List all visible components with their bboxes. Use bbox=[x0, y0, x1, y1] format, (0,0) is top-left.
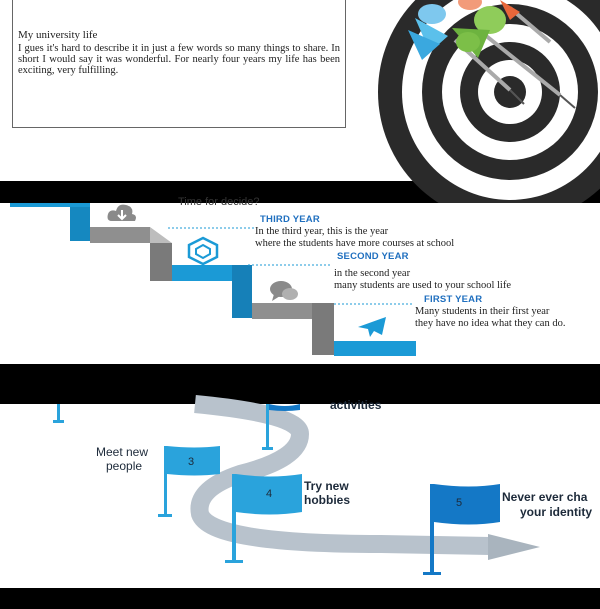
text-box bbox=[12, 0, 346, 128]
step-heading-second: SECOND YEAR bbox=[337, 251, 409, 262]
step-text-second-2: many students are used to your school life bbox=[334, 280, 512, 291]
slide-year-stairs bbox=[0, 196, 600, 364]
step-heading-third: THIRD YEAR bbox=[260, 214, 320, 225]
step-heading-first: FIRST YEAR bbox=[424, 294, 483, 305]
flag-label-4-line2: hobbies bbox=[304, 493, 351, 507]
flag-number-4: 4 bbox=[266, 488, 273, 500]
cloud-download-icon bbox=[106, 203, 138, 227]
step-text-second-1: in the second year bbox=[334, 268, 411, 279]
step-text-first-2: they have no idea what they can do. bbox=[415, 318, 566, 329]
flag-label-4-line1: Try new bbox=[304, 479, 349, 493]
cut-off-title: Time for decide? bbox=[178, 196, 260, 208]
slide-university-life bbox=[0, 0, 600, 181]
step-text-third-2: where the students have more courses at school bbox=[255, 238, 455, 249]
flag-label-3-line2: people bbox=[106, 459, 143, 473]
dartboard-target-icon bbox=[360, 0, 600, 181]
paper-plane-icon bbox=[356, 315, 388, 339]
slide-flag-roadmap bbox=[0, 398, 600, 588]
cube-icon bbox=[186, 236, 220, 266]
chat-bubbles-icon bbox=[268, 279, 300, 305]
slide-title: My university life bbox=[18, 29, 98, 41]
flag-number-3: 3 bbox=[188, 456, 195, 468]
step-text-first-1: Many students in their first year bbox=[415, 306, 550, 317]
flag-number-5: 5 bbox=[456, 497, 463, 509]
cut-off-top-label: activities bbox=[330, 398, 382, 412]
slide-body-text: I gues it's hard to describe it in just a few words so many things to share. In short I would say it was wonderful. For nearly four years my life has been exciting, very fulfilling. bbox=[18, 43, 340, 76]
step-text-third-1: In the third year, this is the year bbox=[255, 226, 389, 237]
flag-label-5-line1: Never ever cha bbox=[502, 490, 588, 504]
flag-label-3-line1: Meet new bbox=[96, 445, 149, 459]
flag-label-5-line2: your identity bbox=[520, 505, 593, 519]
